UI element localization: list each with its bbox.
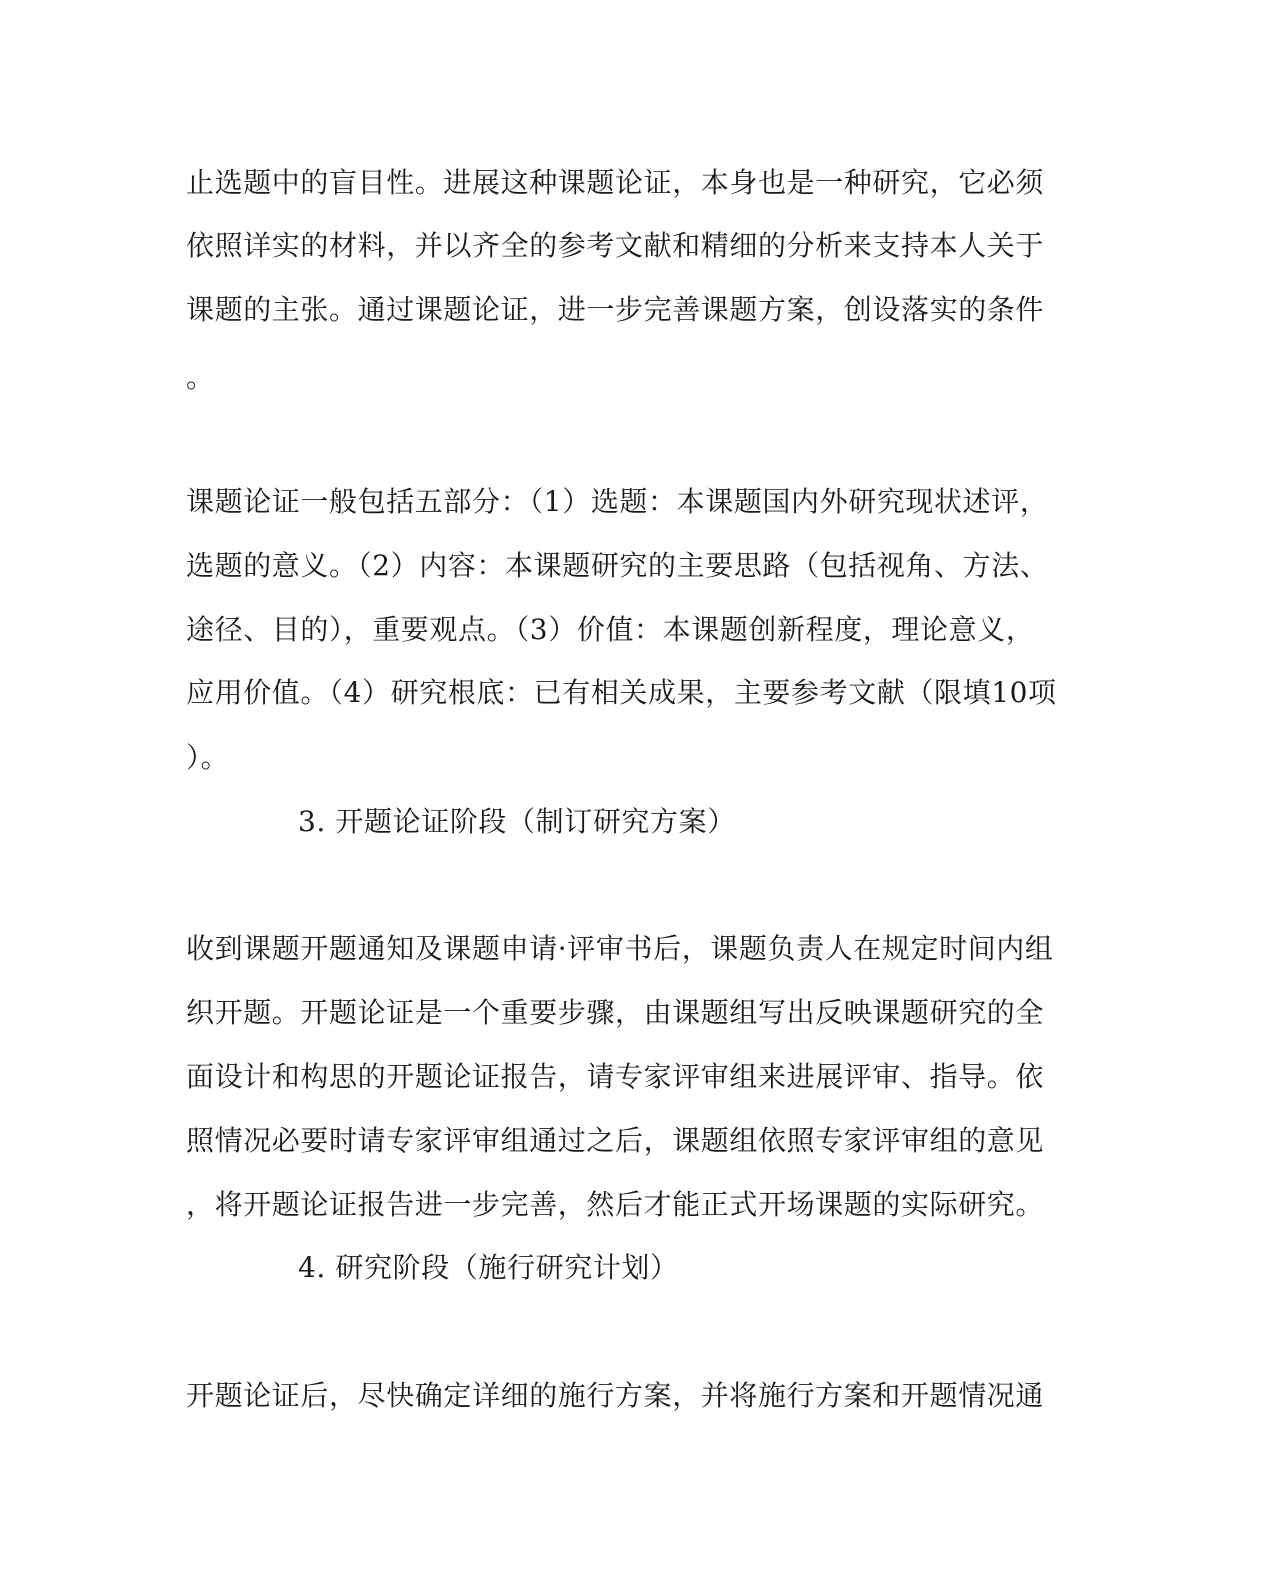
text-line: 收到课题开题通知及课题申请·评审书后，课题负责人在规定时间内组 xyxy=(186,932,1054,965)
text-line: 。 xyxy=(186,361,215,394)
text-line: 织开题。开题论证是一个重要步骤，由课题组写出反映课题研究的全 xyxy=(186,996,1045,1029)
text-line: 课题的主张。通过课题论证，进一步完善课题方案，创设落实的条件 xyxy=(186,293,1045,326)
text-line: 照情况必要时请专家评审组通过之后，课题组依照专家评审组的意见 xyxy=(186,1124,1045,1157)
text-line: 开题论证后，尽快确定详细的施行方案，并将施行方案和开题情况通 xyxy=(186,1379,1045,1412)
text-line: ，将开题论证报告进一步完善，然后才能正式开场课题的实际研究。 xyxy=(186,1188,1045,1221)
section-heading: 4. 研究阶段（施行研究计划） xyxy=(298,1251,679,1284)
text-line: 面设计和构思的开题论证报告，请专家评审组来进展评审、指导。依 xyxy=(186,1060,1045,1093)
text-line: 依照详实的材料，并以齐全的参考文献和精细的分析来支持本人关于 xyxy=(186,229,1045,262)
text-line: 途径、目的），重要观点。（3）价值：本课题创新程度，理论意义， xyxy=(186,613,1035,646)
text-line: 选题的意义。（2）内容：本课题研究的主要思路（包括视角、方法、 xyxy=(186,549,1049,582)
text-line: 课题论证一般包括五部分：（1）选题：本课题国内外研究现状述评， xyxy=(186,485,1049,518)
text-line: 止选题中的盲目性。进展这种课题论证，本身也是一种研究，它必须 xyxy=(186,166,1045,199)
section-heading: 3. 开题论证阶段（制订研究方案） xyxy=(298,805,736,838)
text-line: 应用价值。（4）研究根底：已有相关成果，主要参考文献（限填10项 xyxy=(186,676,1057,709)
text-line: ）。 xyxy=(186,741,230,774)
